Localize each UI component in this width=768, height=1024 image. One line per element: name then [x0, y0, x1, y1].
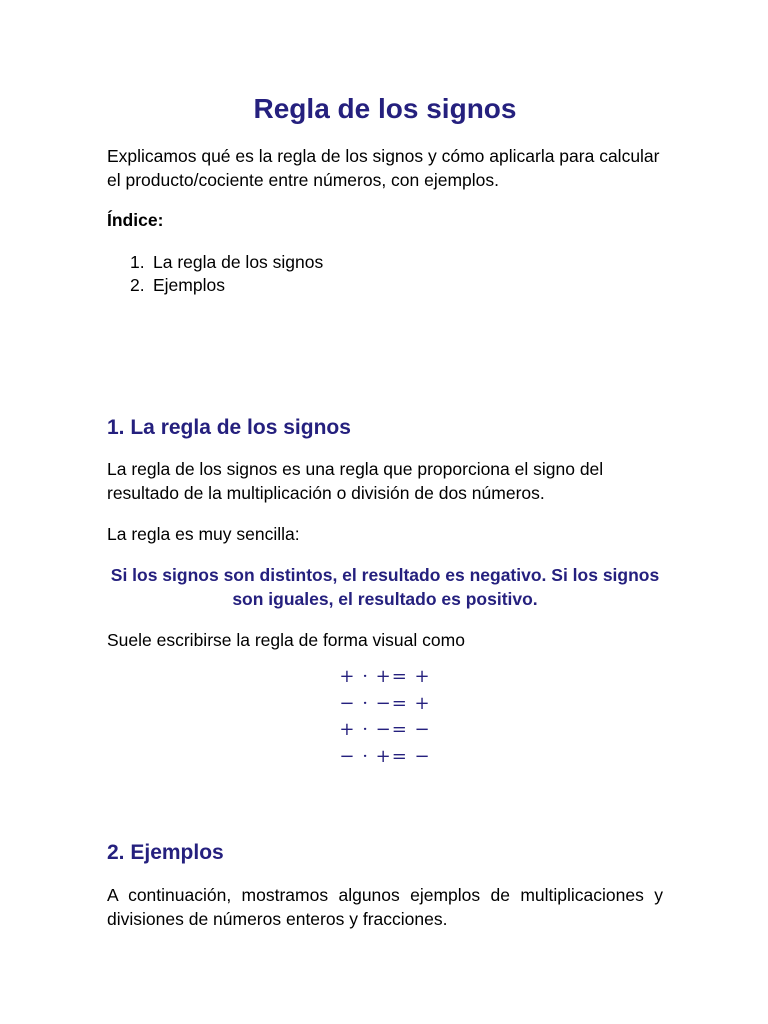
sign-rule: + · −= −: [339, 719, 431, 740]
section2-paragraph: A continuación, mostramos algunos ejemplos de multiplicaciones y divisiones de números enteros y fracciones.: [107, 885, 663, 929]
section-heading-ejemplos: 2. Ejemplos: [107, 841, 224, 864]
section-heading-regla: 1. La regla de los signos: [107, 416, 351, 439]
sign-rule: + · += +: [339, 666, 431, 687]
sign-rule: − · += −: [339, 745, 431, 767]
page-title: Regla de los signos: [253, 93, 517, 124]
section1-paragraph: La regla de los signos es una regla que proporciona el signo del resultado de la multiplicación o división de dos números.: [107, 459, 604, 503]
index-heading: Índice:: [107, 210, 164, 230]
index-item-label[interactable]: Ejemplos: [153, 274, 225, 295]
index-item[interactable]: [130, 274, 323, 297]
index-item[interactable]: [130, 251, 323, 274]
rule-highlight: Si los signos son distintos, el resultado es negativo. Si los signos son iguales, el resultado es positivo.: [110, 565, 660, 609]
index-item-label[interactable]: La regla de los signos: [153, 252, 324, 272]
index-item-number: 1.: [130, 252, 145, 272]
section1-intro-rule: La regla es muy sencilla:: [107, 524, 300, 544]
intro-paragraph: Explicamos qué es la regla de los signos y cómo aplicarla para calcular el producto/cociente entre números, con ejemplos.: [107, 146, 660, 190]
section1-visual-intro: Suele escribirse la regla de forma visual como: [107, 630, 465, 650]
sign-rule: − · −= +: [339, 692, 431, 714]
index-list: [130, 251, 323, 296]
sign-rules-list: [107, 664, 663, 770]
index-item-number: 2.: [130, 274, 145, 295]
